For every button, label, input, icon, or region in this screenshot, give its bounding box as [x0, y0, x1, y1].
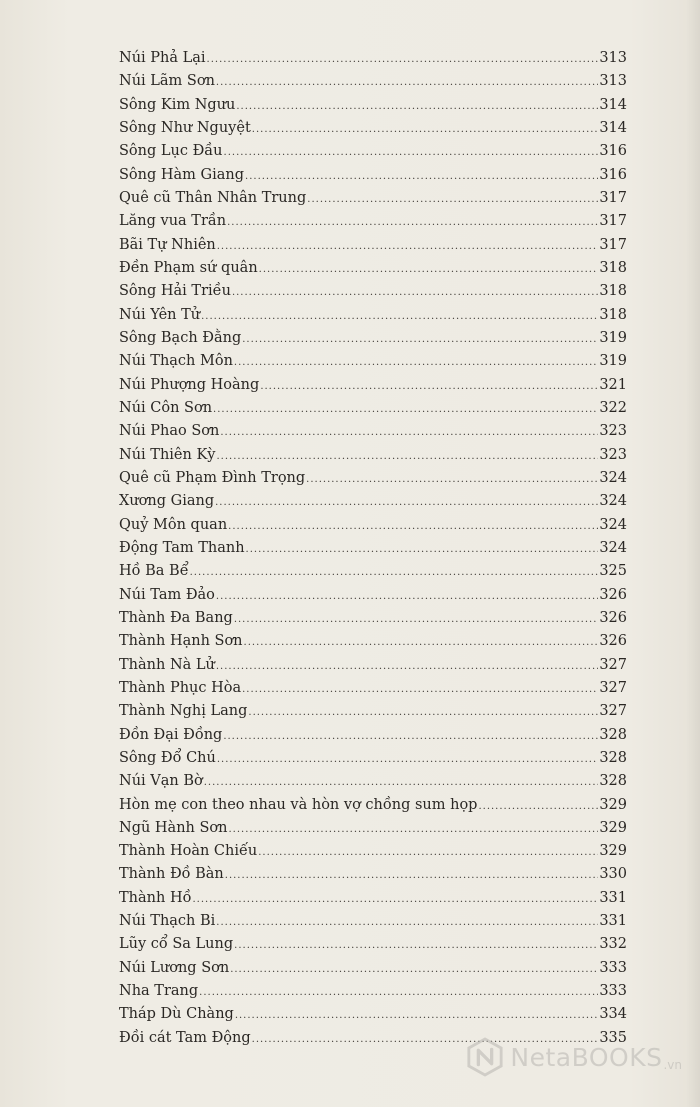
toc-entry-page-number: 326: [599, 586, 627, 603]
toc-dot-leader: [230, 964, 598, 975]
toc-entry-page-number: 323: [599, 446, 627, 463]
toc-entry-title: Thành Hồ: [119, 889, 192, 906]
toc-entry-title: Thành Hoàn Chiếu: [119, 843, 258, 860]
toc-entry-title: Sông Đổ Chú: [119, 749, 216, 766]
toc-entry-page-number: 322: [599, 399, 627, 416]
toc-entry-page-number: 329: [599, 843, 627, 860]
toc-entry: [119, 120, 627, 143]
toc-dot-leader: [234, 357, 598, 368]
toc-entry-title: Thành Hạnh Sơn: [119, 633, 243, 650]
toc-entry-page-number: 324: [599, 539, 627, 556]
toc-dot-leader: [248, 707, 598, 718]
toc-dot-leader: [224, 147, 599, 158]
toc-dot-leader: [216, 917, 598, 928]
toc-dot-leader: [246, 544, 599, 555]
toc-dot-leader: [227, 217, 598, 228]
toc-entry: [119, 587, 627, 610]
toc-entry-title: Núi Phao Sơn: [119, 423, 220, 440]
toc-entry-page-number: 327: [599, 703, 627, 720]
toc-entry: [119, 773, 627, 796]
toc-entry-title: Núi Yên Tử: [119, 306, 201, 323]
toc-entry: [119, 423, 627, 446]
page-edge-shadow: [686, 0, 700, 1107]
toc-entry: [119, 633, 627, 656]
toc-entry-page-number: 319: [599, 353, 627, 370]
toc-entry-title: Sông Hải Triều: [119, 283, 231, 300]
toc-entry: [119, 913, 627, 936]
toc-entry-title: Núi Tam Đảo: [119, 586, 215, 603]
toc-entry-title: Núi Lãm Sơn: [119, 73, 215, 90]
toc-dot-leader: [216, 451, 598, 462]
toc-dot-leader: [192, 894, 598, 905]
toc-entry: [119, 727, 627, 750]
watermark: [466, 1037, 682, 1077]
toc-entry: [119, 517, 627, 540]
toc-dot-leader: [217, 754, 598, 765]
toc-entry: [119, 237, 627, 260]
toc-entry: [119, 190, 627, 213]
toc-dot-leader: [258, 847, 598, 858]
toc-dot-leader: [478, 801, 598, 812]
toc-entry-page-number: 328: [599, 749, 627, 766]
toc-entry-title: Núi Thạch Bi: [119, 913, 216, 930]
toc-entry: [119, 960, 627, 983]
toc-entry-page-number: 316: [599, 143, 627, 160]
toc-entry-page-number: 331: [599, 913, 627, 930]
toc-entry-page-number: 329: [599, 819, 627, 836]
toc-entry: [119, 50, 627, 73]
toc-entry: [119, 283, 627, 306]
toc-entry: [119, 260, 627, 283]
toc-entry: [119, 213, 627, 236]
toc-entry: [119, 470, 627, 493]
toc-dot-leader: [225, 870, 599, 881]
toc-entry-title: Núi Phả Lại: [119, 50, 206, 66]
toc-entry-title: Sông Như Nguyệt: [119, 119, 251, 136]
toc-dot-leader: [236, 101, 598, 112]
toc-entry: [119, 657, 627, 680]
toc-dot-leader: [307, 194, 598, 205]
toc-entry-title: Đồn Đại Đồng: [119, 726, 223, 743]
neta-logo-icon: [466, 1037, 504, 1077]
watermark-brand: NetaBOOKS: [510, 1042, 663, 1072]
toc-dot-leader: [306, 474, 598, 485]
toc-entry: [119, 97, 627, 120]
toc-entry-page-number: 313: [599, 50, 627, 66]
toc-entry-page-number: 330: [599, 866, 627, 883]
toc-entry: [119, 1006, 627, 1029]
toc-entry-page-number: 317: [599, 189, 627, 206]
toc-entry: [119, 983, 627, 1006]
toc-entry-title: Núi Côn Sơn: [119, 399, 213, 416]
toc-entry-page-number: 314: [599, 119, 627, 136]
toc-entry-title: Núi Thạch Môn: [119, 353, 233, 370]
toc-dot-leader: [232, 287, 598, 298]
toc-entry-page-number: 326: [599, 609, 627, 626]
toc-dot-leader: [229, 824, 599, 835]
toc-entry-title: Thành Nghị Lang: [119, 703, 248, 720]
toc-entry: [119, 820, 627, 843]
toc-entry-page-number: 323: [599, 423, 627, 440]
toc-entry-title: Núi Lương Sơn: [119, 959, 230, 976]
toc-entry-title: Hồ Ba Bể: [119, 563, 189, 580]
toc-entry-title: Thành Nà Lử: [119, 656, 215, 673]
toc-entry: [119, 353, 627, 376]
toc-entry-title: Quê cũ Thân Nhân Trung: [119, 189, 307, 206]
toc-entry-title: Tháp Dù Chàng: [119, 1006, 234, 1023]
toc-dot-leader: [252, 124, 599, 135]
toc-dot-leader: [242, 334, 598, 345]
toc-entry-page-number: 318: [599, 283, 627, 300]
toc-entry-title: Xương Giang: [119, 493, 215, 510]
toc-dot-leader: [234, 940, 598, 951]
toc-entry: [119, 447, 627, 470]
toc-entry: [119, 143, 627, 166]
toc-entry: [119, 750, 627, 773]
toc-entry-page-number: 317: [599, 213, 627, 230]
toc-entry: [119, 890, 627, 913]
toc-entry-title: Nha Trang: [119, 983, 199, 1000]
toc-entry-page-number: 324: [599, 493, 627, 510]
toc-entry-page-number: 321: [599, 376, 627, 393]
toc-entry-title: Thành Phục Hòa: [119, 679, 242, 696]
toc-entry-page-number: 324: [599, 469, 627, 486]
toc-entry-page-number: 319: [599, 329, 627, 346]
toc-dot-leader: [216, 77, 598, 88]
toc-entry-title: Sông Lục Đầu: [119, 143, 223, 160]
toc-entry-title: Ngũ Hành Sơn: [119, 819, 228, 836]
toc-entry-title: Quê cũ Phạm Đình Trọng: [119, 469, 306, 486]
toc-entry: [119, 167, 627, 190]
toc-dot-leader: [201, 311, 598, 322]
toc-entry: [119, 936, 627, 959]
toc-entry: [119, 540, 627, 563]
toc-entry-title: Thành Đồ Bàn: [119, 866, 224, 883]
toc-entry-title: Sông Bạch Đằng: [119, 329, 242, 346]
toc-entry: [119, 400, 627, 423]
toc-entry-page-number: 318: [599, 259, 627, 276]
toc-entry-title: Quỷ Môn quan: [119, 516, 228, 533]
toc-entry-page-number: 334: [599, 1006, 627, 1023]
toc-dot-leader: [220, 427, 598, 438]
toc-entry-title: Hòn mẹ con theo nhau và hòn vợ chồng sum họp: [119, 796, 478, 813]
toc-entry-title: Núi Thiên Kỳ: [119, 446, 216, 463]
toc-entry-page-number: 328: [599, 726, 627, 743]
toc-entry: [119, 703, 627, 726]
toc-entry: [119, 307, 627, 330]
toc-entry-title: Núi Vạn Bờ: [119, 773, 203, 790]
toc-entry: [119, 493, 627, 516]
toc-entry-page-number: 317: [599, 236, 627, 253]
toc-dot-leader: [234, 614, 598, 625]
toc-entry-page-number: 327: [599, 656, 627, 673]
toc-entry: [119, 866, 627, 889]
toc-entry-page-number: 324: [599, 516, 627, 533]
toc-dot-leader: [213, 404, 598, 415]
toc-dot-leader: [204, 777, 599, 788]
toc-entry-title: Động Tam Thanh: [119, 539, 245, 556]
toc-entry: [119, 680, 627, 703]
toc-entry: [119, 843, 627, 866]
toc-dot-leader: [190, 567, 599, 578]
toc-entry-title: Thành Đa Bang: [119, 609, 233, 626]
toc-entry-page-number: 313: [599, 73, 627, 90]
toc-dot-leader: [228, 521, 598, 532]
toc-entry-title: Lũy cổ Sa Lung: [119, 936, 234, 953]
toc-dot-leader: [217, 241, 599, 252]
toc-entry-page-number: 318: [599, 306, 627, 323]
toc-dot-leader: [199, 987, 598, 998]
toc-entry-title: Bãi Tự Nhiên: [119, 236, 216, 253]
toc-dot-leader: [207, 54, 599, 65]
toc-entry: [119, 330, 627, 353]
toc-entry-page-number: 331: [599, 889, 627, 906]
toc-entry-page-number: 314: [599, 96, 627, 113]
toc-dot-leader: [235, 1010, 598, 1021]
toc-dot-leader: [244, 637, 599, 648]
toc-entry-page-number: 327: [599, 679, 627, 696]
toc-entry: [119, 797, 627, 820]
toc-entry-page-number: 325: [599, 563, 627, 580]
toc-entry-page-number: 326: [599, 633, 627, 650]
toc-entry-page-number: 328: [599, 773, 627, 790]
toc-dot-leader: [223, 731, 598, 742]
toc-entry-title: Núi Phượng Hoàng: [119, 376, 260, 393]
toc-dot-leader: [215, 497, 598, 508]
toc-entry-page-number: 316: [599, 166, 627, 183]
toc-dot-leader: [260, 381, 598, 392]
toc-entry-page-number: 329: [599, 796, 627, 813]
toc-entry: [119, 377, 627, 400]
toc-entry-title: Đền Phạm sứ quân: [119, 259, 258, 276]
toc-entry-title: Sông Kim Ngưu: [119, 96, 236, 113]
toc-entry-title: Lăng vua Trần: [119, 213, 227, 230]
toc-dot-leader: [259, 264, 599, 275]
toc-entry-page-number: 333: [599, 959, 627, 976]
toc-dot-leader: [242, 684, 598, 695]
toc-dot-leader: [245, 171, 598, 182]
toc-entry-title: Sông Hàm Giang: [119, 166, 245, 183]
toc-entry: [119, 73, 627, 96]
toc-entry: [119, 563, 627, 586]
watermark-suffix: .vn: [663, 1058, 682, 1072]
toc-dot-leader: [216, 591, 598, 602]
toc-entry-page-number: 335: [599, 1029, 627, 1046]
table-of-contents: [119, 50, 627, 1053]
toc-entry-title: Đồi cát Tam Động: [119, 1029, 251, 1046]
toc-entry-page-number: 332: [599, 936, 627, 953]
toc-dot-leader: [216, 661, 598, 672]
toc-entry: [119, 610, 627, 633]
toc-entry-page-number: 333: [599, 983, 627, 1000]
